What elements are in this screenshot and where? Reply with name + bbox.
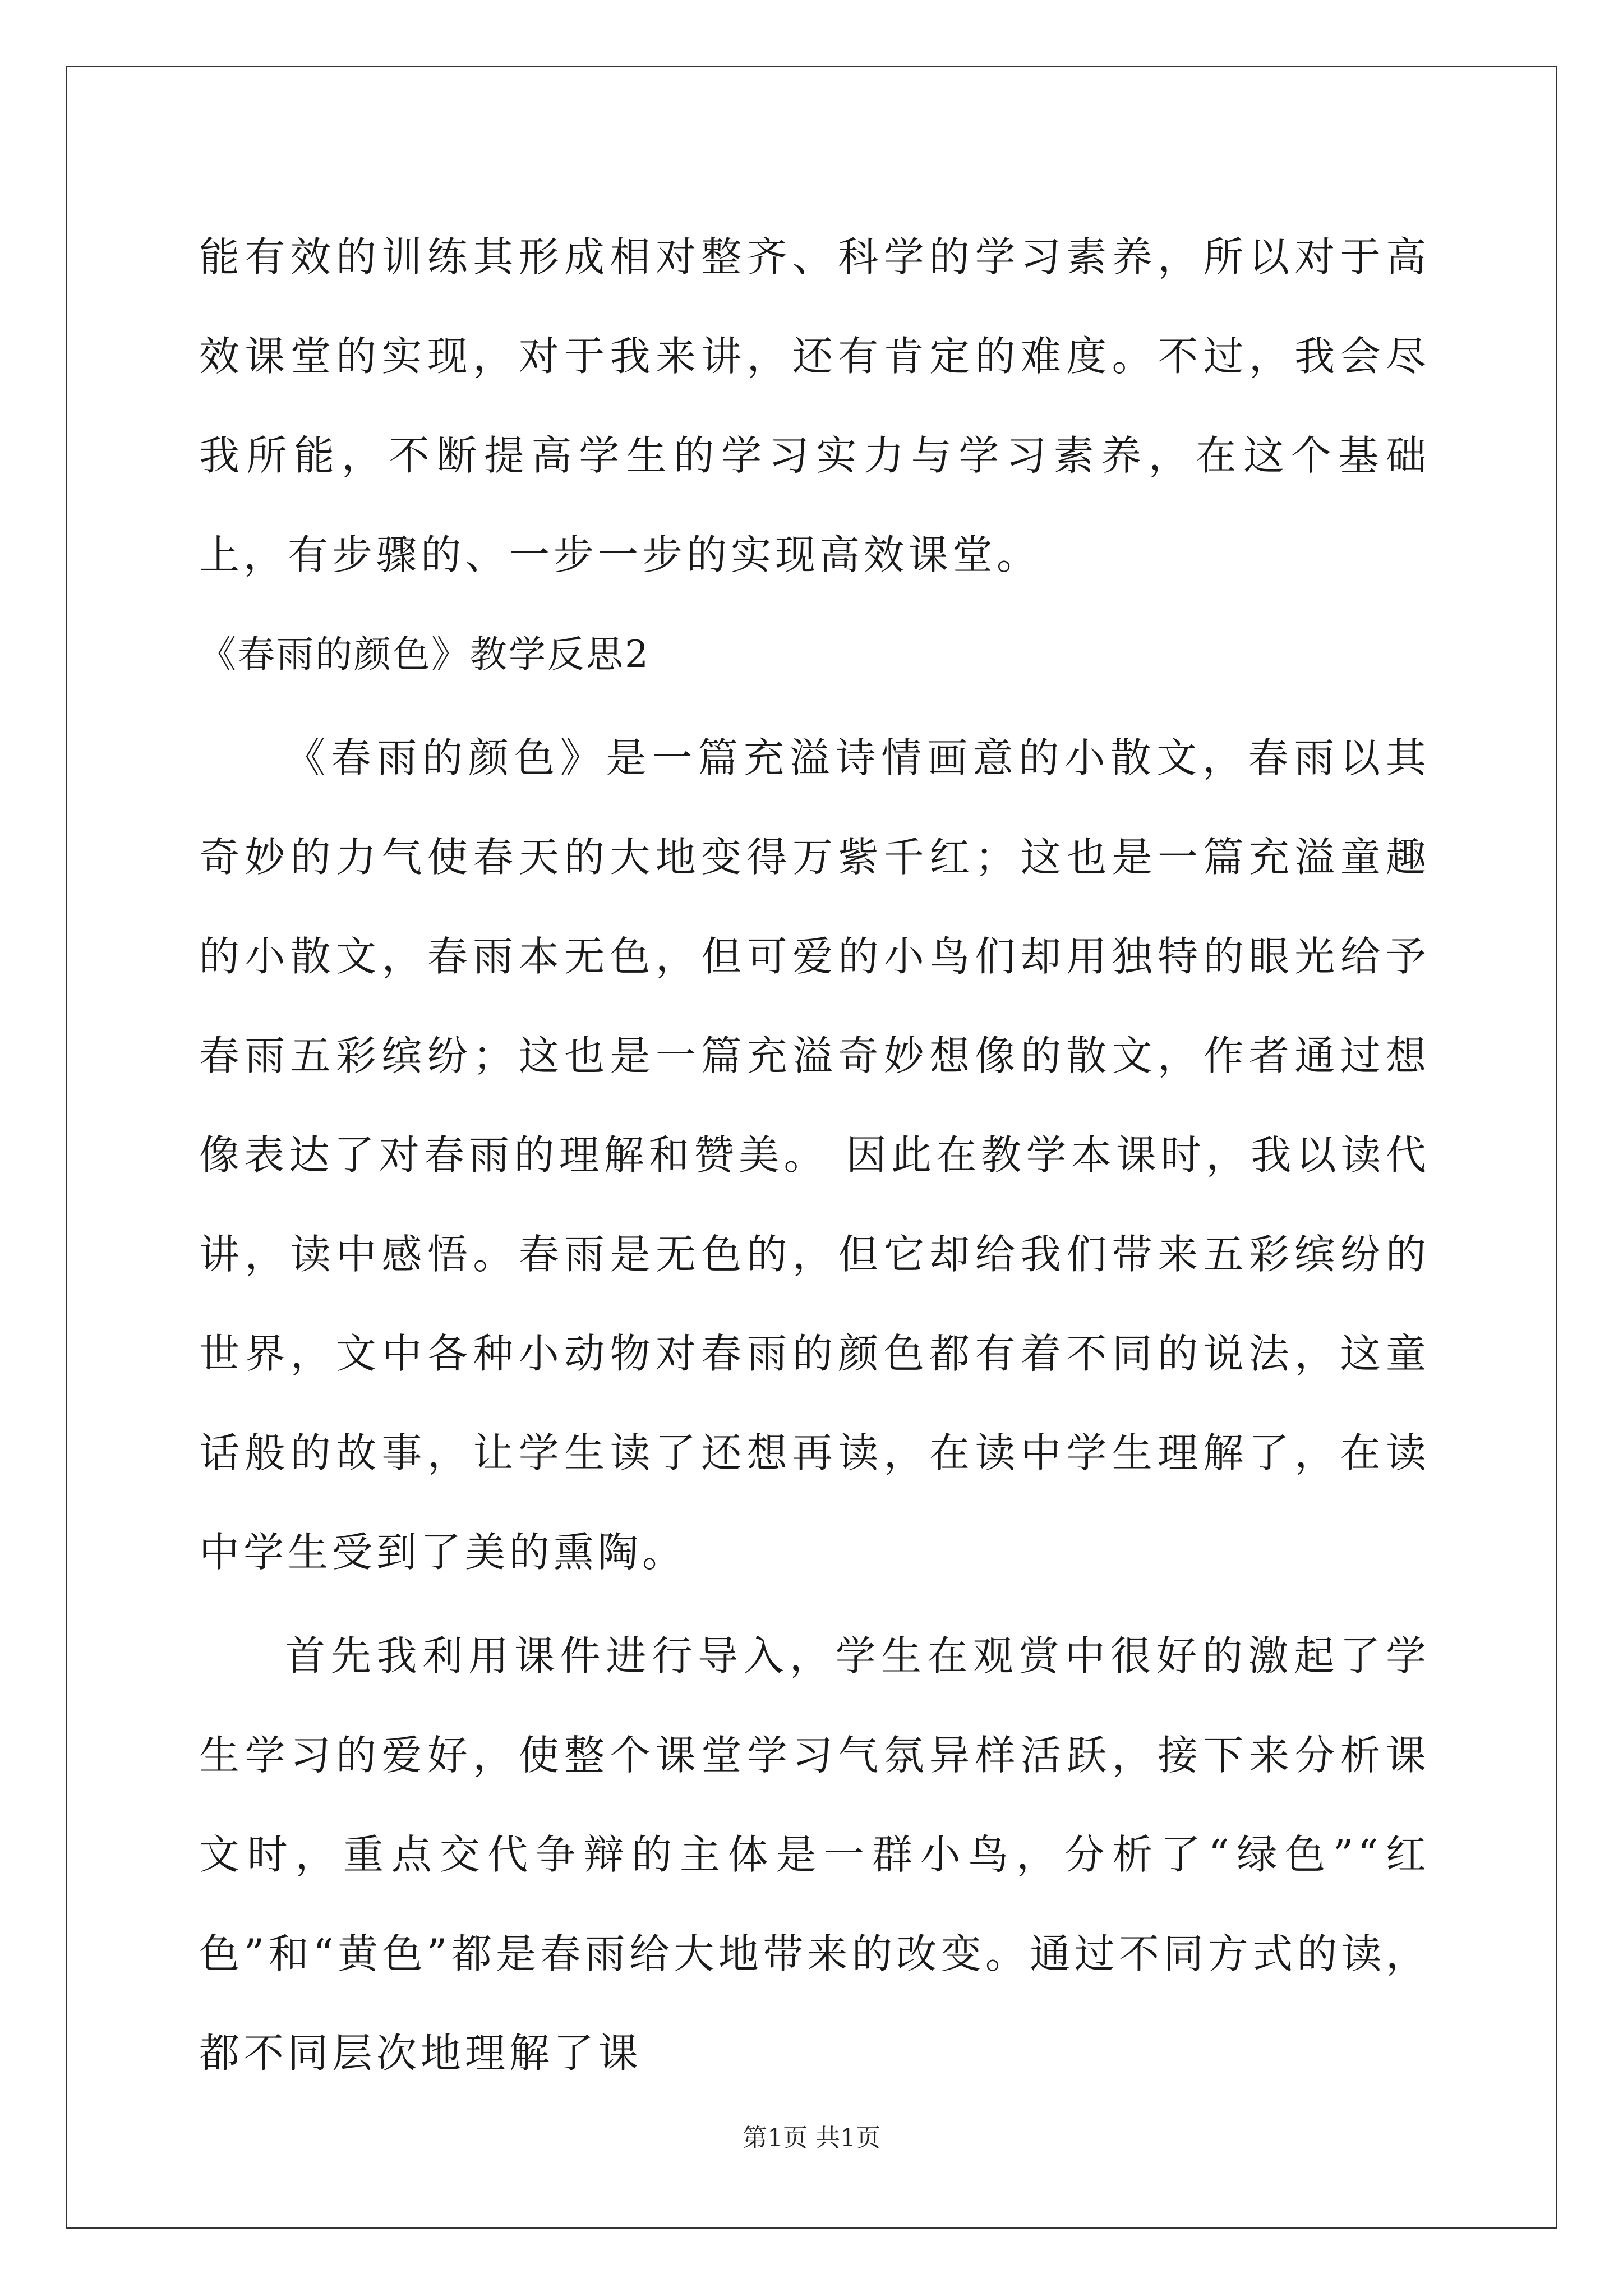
body-paragraph-1: 《春雨的颜色》是一篇充溢诗情画意的小散文，春雨以其奇妙的力气使春天的大地变得万紫千红；这也是一篇充溢童趣的小散文，春雨本无色，但可爱的小鸟们却用独特的眼光给予春雨五彩缤纷；这也是一篇充溢奇妙想像的散文，作者通过想像表达了对春雨的理解和赞美。 因此在教学本课时，我以读代讲，读中感悟。春雨是无色的，但它却给我们带来五彩缤纷的世界，文中各种小动物对春雨的颜色都有着不同的说法，这童话般的故事，让学生读了还想再读，在读中学生理解了，在读中学生受到了美的熏陶。 [199,734,1430,1576]
document-body [199,208,1430,2103]
continued-paragraph: 能有效的训练其形成相对整齐、科学的学习素养，所以对于高效课堂的实现，对于我来讲，还有肯定的难度。不过，我会尽我所能，不断提高学生的学习实力与学习素养，在这个基础上，有步骤的、一步一步的实现高效课堂。 [199,233,1430,578]
body-paragraph-2: 首先我利用课件进行导入，学生在观赏中很好的激起了学生学习的爱好，使整个课堂学习气氛异样活跃，接下来分析课文时，重点交代争辩的主体是一群小鸟，分析了“绿色”“红色”和“黄色”都是春雨给大地带来的改变。通过不同方式的读，都不同层次地理解了课 [199,1632,1430,2077]
page-footer: 第1页 共1页 [743,2124,880,2152]
section-title: 《春雨的颜色》教学反思2 [199,633,650,676]
